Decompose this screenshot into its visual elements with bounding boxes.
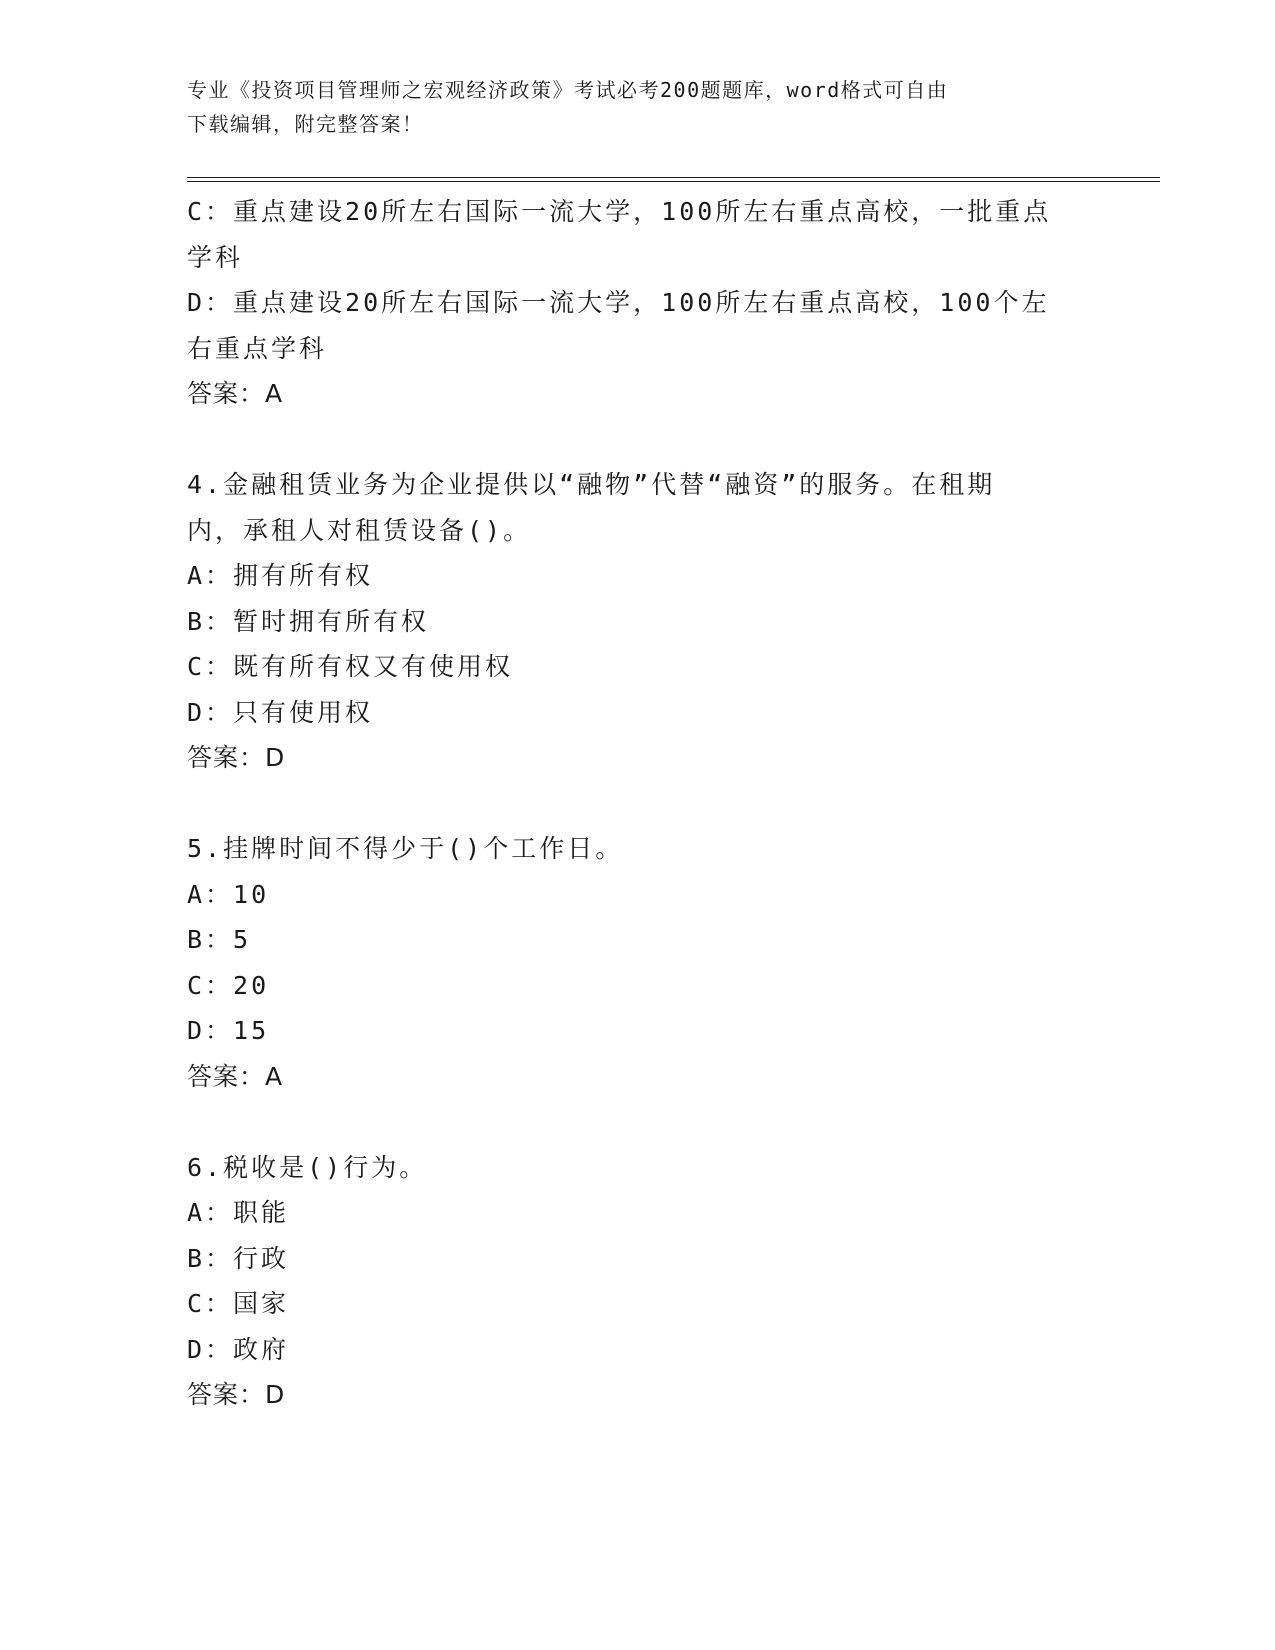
q4-answer: 答案：D bbox=[187, 743, 286, 772]
question-4 bbox=[187, 462, 1087, 781]
q6-option-c: C：国家 bbox=[187, 1289, 290, 1318]
header-divider-top bbox=[187, 177, 1160, 178]
q3-option-d-line-2: 右重点学科 bbox=[187, 333, 328, 363]
q6-answer: 答案：D bbox=[187, 1380, 286, 1409]
q4-option-a: A：拥有所有权 bbox=[187, 561, 374, 590]
q5-answer: 答案：A bbox=[187, 1061, 284, 1091]
q3-option-c-line-1: C：重点建设20所左右国际一流大学，100所左右重点高校，一批重点 bbox=[187, 197, 1052, 226]
q4-stem-line-2: 内，承租人对租赁设备()。 bbox=[187, 515, 532, 545]
q5-stem: 5.挂牌时间不得少于()个工作日。 bbox=[187, 834, 624, 863]
question-6 bbox=[187, 1145, 1087, 1418]
question-list bbox=[187, 189, 1087, 1418]
q3-answer: 答案：A bbox=[187, 379, 284, 408]
header-line-1: 专业《投资项目管理师之宏观经济政策》考试必考200题题库，word格式可自由 bbox=[187, 78, 949, 102]
q3-option-d-line-1: D：重点建设20所左右国际一流大学，100所左右重点高校，100个左 bbox=[187, 288, 1050, 317]
q6-option-a: A：职能 bbox=[187, 1198, 290, 1227]
q5-option-d: D：15 bbox=[187, 1016, 270, 1045]
header-line-2: 下载编辑，附完整答案！ bbox=[187, 112, 424, 136]
q3-option-c-line-2: 学科 bbox=[187, 242, 244, 272]
q4-option-c: C：既有所有权又有使用权 bbox=[187, 652, 514, 681]
document-header bbox=[187, 73, 1087, 141]
q4-stem-line-1: 4.金融租赁业务为企业提供以“融物”代替“融资”的服务。在租期 bbox=[187, 470, 996, 499]
q5-option-a: A：10 bbox=[187, 879, 270, 909]
header-divider-bottom bbox=[187, 181, 1160, 182]
spacer bbox=[187, 417, 1087, 463]
q5-option-c: C：20 bbox=[187, 970, 270, 1000]
question-5 bbox=[187, 826, 1087, 1099]
q6-stem: 6.税收是()行为。 bbox=[187, 1152, 428, 1182]
spacer bbox=[187, 1099, 1087, 1145]
q6-option-b: B：行政 bbox=[187, 1243, 290, 1273]
q6-option-d: D：政府 bbox=[187, 1334, 290, 1364]
q4-option-b: B：暂时拥有所有权 bbox=[187, 606, 430, 636]
spacer bbox=[187, 781, 1087, 827]
q5-option-b: B：5 bbox=[187, 925, 252, 954]
question-3-tail bbox=[187, 189, 1087, 417]
q4-option-d: D：只有使用权 bbox=[187, 697, 374, 727]
